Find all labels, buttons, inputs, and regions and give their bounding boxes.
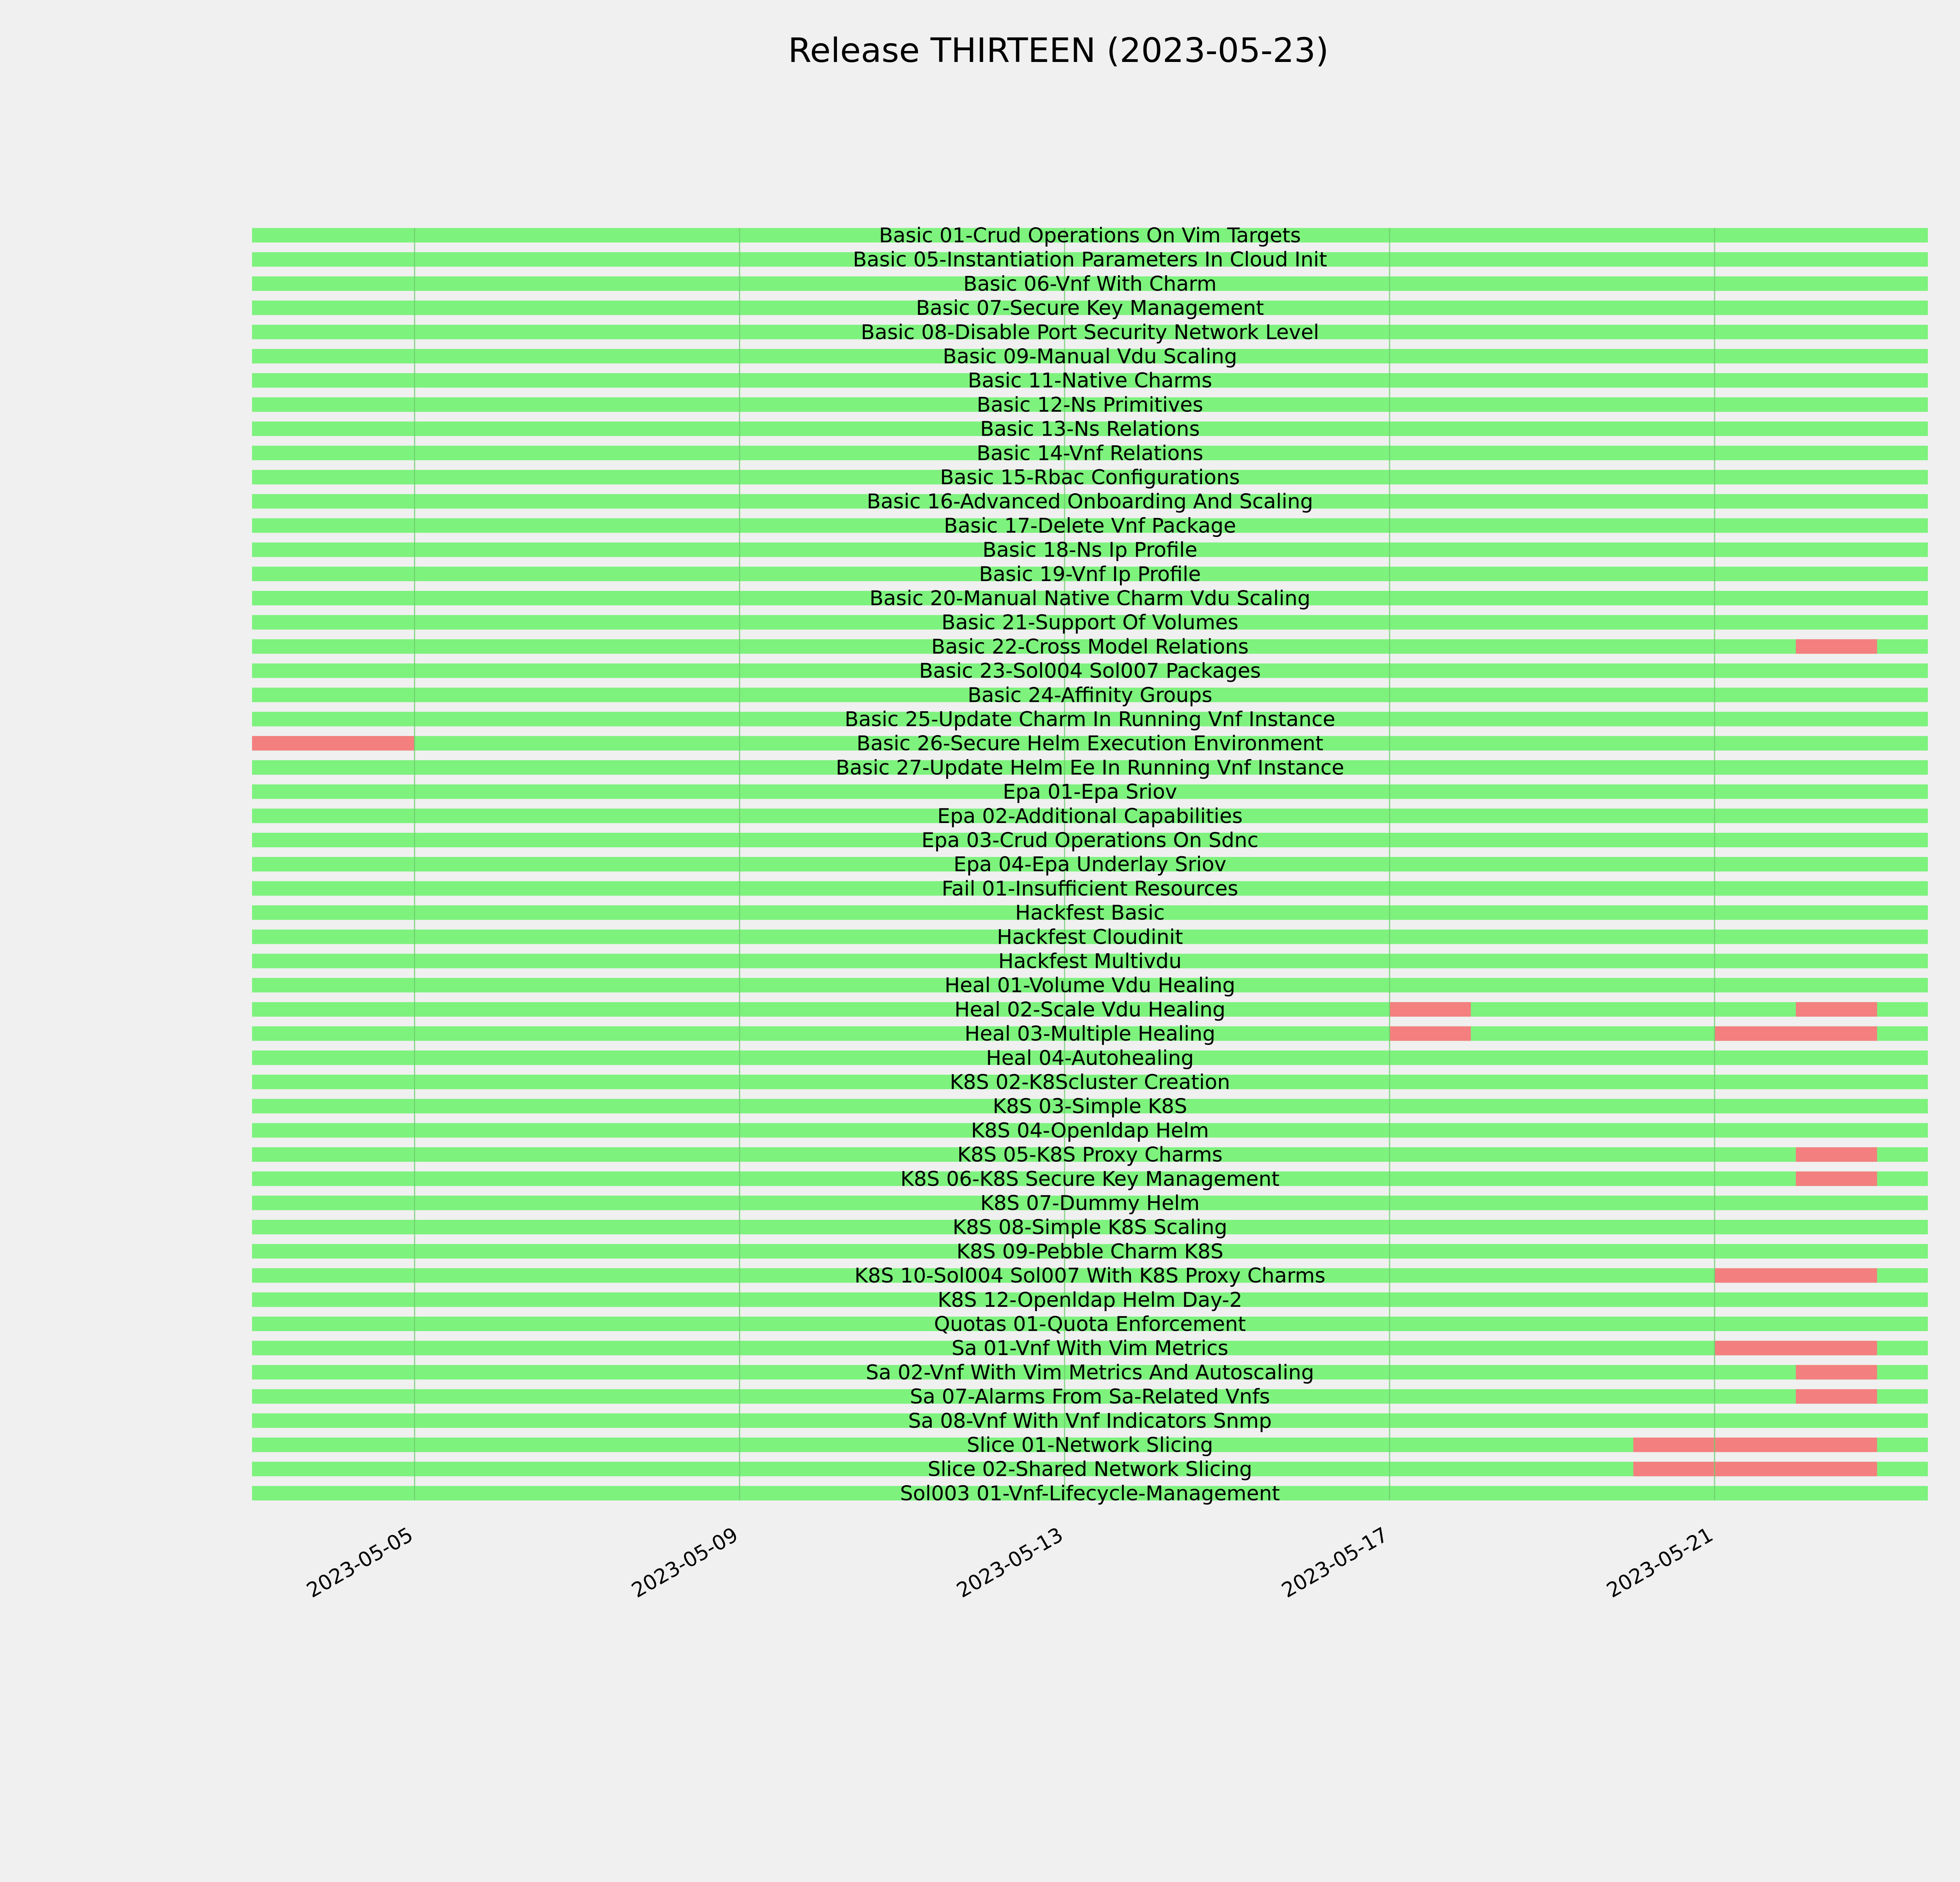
fail-bar [1796,1002,1877,1017]
test-label: Sa 07-Alarms From Sa-Related Vnfs [910,1385,1270,1409]
test-label: Basic 20-Manual Native Charm Vdu Scaling [869,587,1310,610]
test-label: Quotas 01-Quota Enforcement [934,1312,1246,1336]
test-label: K8S 02-K8Scluster Creation [949,1070,1230,1094]
test-label: K8S 10-Sol004 Sol007 With K8S Proxy Charms [854,1264,1326,1288]
fail-bar [1633,1462,1877,1476]
test-label: Basic 05-Instantiation Parameters In Cloud Init [853,248,1327,272]
test-label: Hackfest Cloudinit [997,925,1183,949]
test-label: Fail 01-Insufficient Resources [942,877,1238,901]
test-label: Epa 02-Additional Capabilities [937,804,1243,828]
fail-bar [1796,1147,1877,1162]
test-label: Basic 19-Vnf Ip Profile [979,562,1201,586]
fail-bar [252,736,415,750]
test-label: Basic 15-Rbac Configurations [940,466,1240,489]
x-tick-label: 2023-05-17 [1278,1523,1392,1603]
test-label: K8S 12-Openldap Helm Day-2 [937,1288,1243,1312]
test-label: Sa 08-Vnf With Vnf Indicators Snmp [908,1409,1272,1433]
test-label: Basic 13-Ns Relations [980,417,1200,441]
test-label: Basic 11-Native Charms [967,369,1212,393]
x-tick-label: 2023-05-21 [1602,1523,1717,1603]
fail-bar [1390,1002,1471,1017]
test-label: K8S 05-K8S Proxy Charms [957,1143,1223,1167]
test-label: Hackfest Basic [1015,901,1165,925]
test-label: Basic 24-Affinity Groups [967,683,1212,707]
test-label: Epa 04-Epa Underlay Sriov [953,853,1227,877]
fail-bar [1715,1268,1877,1283]
test-label: Slice 02-Shared Network Slicing [927,1457,1252,1481]
test-label: Basic 12-Ns Primitives [976,393,1203,417]
test-label: Basic 06-Vnf With Charm [963,272,1217,296]
test-label: K8S 04-Openldap Helm [971,1119,1209,1143]
test-label: Basic 27-Update Helm Ee In Running Vnf Instance [835,756,1345,780]
test-label: K8S 03-Simple K8S [993,1095,1187,1119]
test-label: Basic 21-Support Of Volumes [941,611,1239,635]
fail-bar [1796,1172,1877,1186]
x-tick-label: 2023-05-09 [628,1523,742,1603]
fail-bar [1715,1026,1877,1041]
test-label: Heal 04-Autohealing [986,1046,1194,1070]
test-label: K8S 09-Pebble Charm K8S [956,1240,1224,1264]
test-label: Basic 16-Advanced Onboarding And Scaling [867,490,1313,514]
test-label: K8S 07-Dummy Helm [980,1192,1200,1215]
test-label: Heal 02-Scale Vdu Healing [954,998,1226,1022]
test-label: Sa 02-Vnf With Vim Metrics And Autoscaling [866,1361,1314,1384]
test-label: Basic 07-Secure Key Management [916,296,1264,320]
fail-bar [1715,1341,1877,1355]
test-label: Basic 23-Sol004 Sol007 Packages [919,659,1261,683]
test-label: Basic 25-Update Charm In Running Vnf Instance [844,708,1336,731]
test-label: Hackfest Multivdu [998,950,1182,973]
x-tick-label: 2023-05-05 [303,1523,417,1603]
test-label: K8S 06-K8S Secure Key Management [900,1167,1280,1191]
fail-bar [1796,1365,1877,1379]
test-label: Slice 01-Network Slicing [967,1433,1213,1457]
test-label: Sa 01-Vnf With Vim Metrics [951,1337,1229,1361]
test-label: Heal 03-Multiple Healing [964,1022,1216,1046]
fail-bar [1390,1026,1471,1041]
test-label: Basic 14-Vnf Relations [976,441,1203,465]
test-label: Sol003 01-Vnf-Lifecycle-Management [900,1482,1280,1506]
test-label: Basic 18-Ns Ip Profile [982,538,1198,562]
test-label: Basic 01-Crud Operations On Vim Targets [879,224,1301,247]
test-label: Basic 08-Disable Port Security Network Level [860,320,1319,344]
fail-bar [1796,639,1877,654]
test-label: Basic 22-Cross Model Relations [931,635,1249,659]
chart-title: Release THIRTEEN (2023-05-23) [788,31,1329,70]
test-label: Epa 03-Crud Operations On Sdnc [921,828,1259,852]
test-label: Basic 26-Secure Helm Execution Environment [857,732,1323,756]
test-label: Basic 09-Manual Vdu Scaling [942,345,1238,369]
test-label: Epa 01-Epa Sriov [1003,780,1177,804]
x-tick-label: 2023-05-13 [953,1523,1067,1603]
test-label: Heal 01-Volume Vdu Healing [944,974,1236,997]
fail-bar [1633,1438,1877,1452]
test-label: Basic 17-Delete Vnf Package [944,514,1236,538]
x-axis-ticks [303,1523,1717,1602]
fail-bar [1796,1389,1877,1404]
test-label: K8S 08-Simple K8S Scaling [953,1215,1227,1239]
